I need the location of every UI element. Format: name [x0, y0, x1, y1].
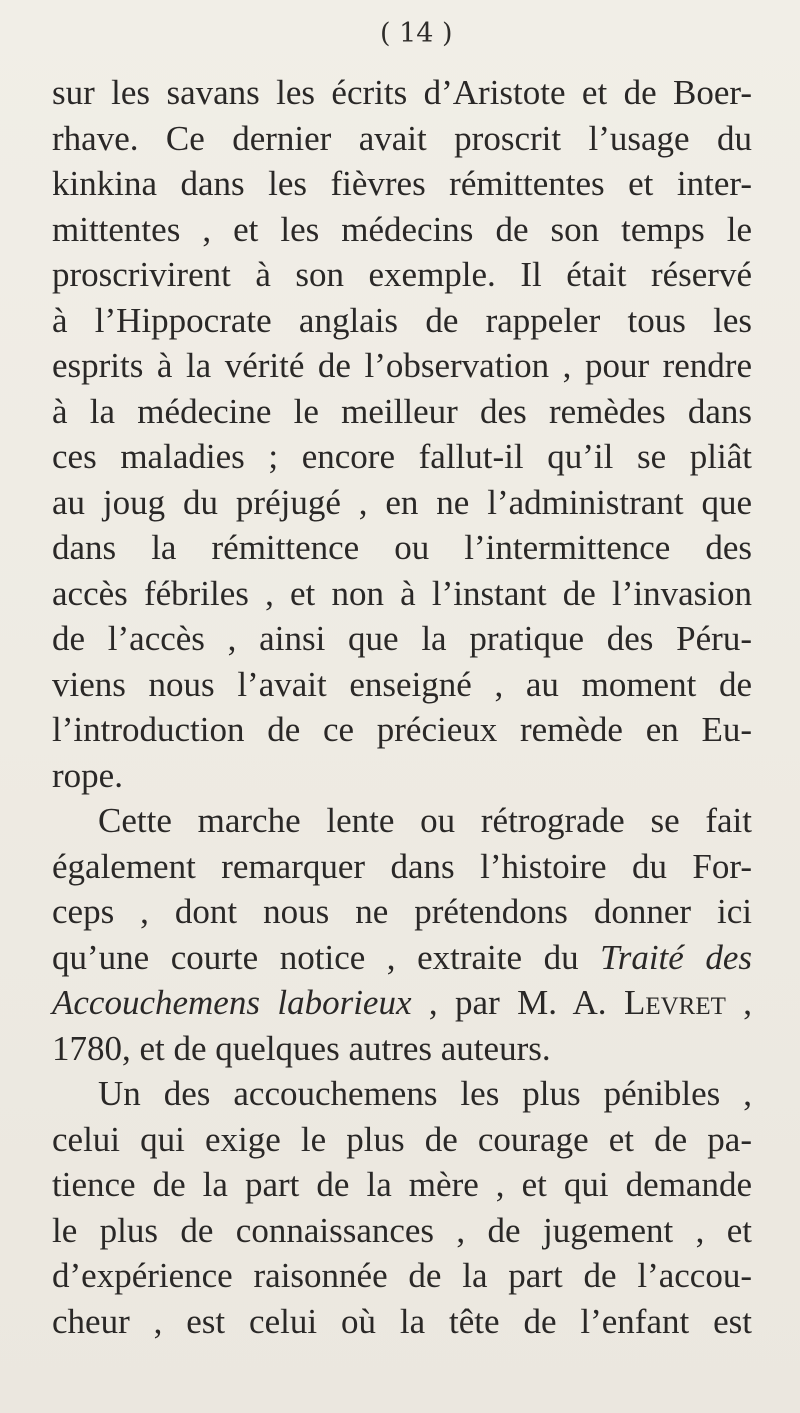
author-name: Levret [623, 983, 726, 1022]
text-line-22: 1780, et de quelques autres auteurs. [52, 1028, 551, 1068]
text-line-19: ceps , dont nous ne prétendons donner ici [52, 892, 752, 931]
text-line-23: Un des accouchemens les plus pénibles , [98, 1074, 752, 1113]
page-number: ( 14 ) [380, 18, 453, 49]
book-title-part-2: Accouchemens laborieux [52, 983, 412, 1022]
text-line-10: au joug du préjugé , en ne l’administrant que [52, 482, 752, 522]
text-line-14: viens nous l’avait enseigné , au moment de [52, 664, 752, 704]
text-line-5: proscrivirent à son exemple. Il était réservé [52, 255, 752, 294]
text-line-3: kinkina dans les fièvres rémittentes et inter- [52, 164, 752, 203]
text-line-2: rhave. Ce dernier avait proscrit l’usage du [52, 118, 752, 158]
text-line-6: à l’Hippocrate anglais de rappeler tous les [52, 300, 752, 340]
text-line-8: à la médecine le meilleur des remèdes dans [52, 391, 752, 431]
text-line-24: celui qui exige le plus de courage et de pa- [52, 1119, 752, 1159]
author-prefix: , par M. A. [428, 983, 607, 1022]
text-line-17: Cette marche lente ou rétrograde se fait [98, 801, 752, 840]
text-line-13: de l’accès , ainsi que la pratique des Péru- [52, 619, 752, 658]
text-line-12: accès fébriles , et non à l’instant de l’invasion [52, 573, 752, 613]
text-line-25: tience de la part de la mère , et qui demande [52, 1165, 752, 1204]
book-title-part-1: Traité des [600, 937, 753, 977]
text-line-16: rope. [52, 755, 123, 795]
text-line-21 [52, 980, 752, 1026]
body-text [52, 70, 752, 1344]
author-suffix: , [743, 983, 753, 1022]
text-line-7: esprits à la vérité de l’observation , pour rendre [52, 346, 752, 385]
text-line-9: ces maladies ; encore fallut-il qu’il se pliât [52, 437, 752, 476]
text-line-4: mittentes , et les médecins de son temps le [52, 209, 752, 249]
text-line-28: cheur , est celui où la tête de l’enfant est [52, 1301, 752, 1341]
text-line-27: d’expérience raisonnée de la part de l’accou- [52, 1256, 752, 1295]
text-line-18: également remarquer dans l’histoire du For- [52, 846, 752, 886]
text-line-20-roman: qu’une courte notice , extraite du [52, 937, 579, 977]
text-line-1: sur les savans les écrits d’Aristote et de Boer- [52, 73, 752, 112]
text-line-26: le plus de connaissances , de jugement , et [52, 1210, 752, 1250]
text-line-15: l’introduction de ce précieux remède en Eu- [52, 710, 752, 749]
text-line-20 [52, 935, 752, 981]
text-line-11: dans la rémittence ou l’intermittence des [52, 528, 752, 567]
